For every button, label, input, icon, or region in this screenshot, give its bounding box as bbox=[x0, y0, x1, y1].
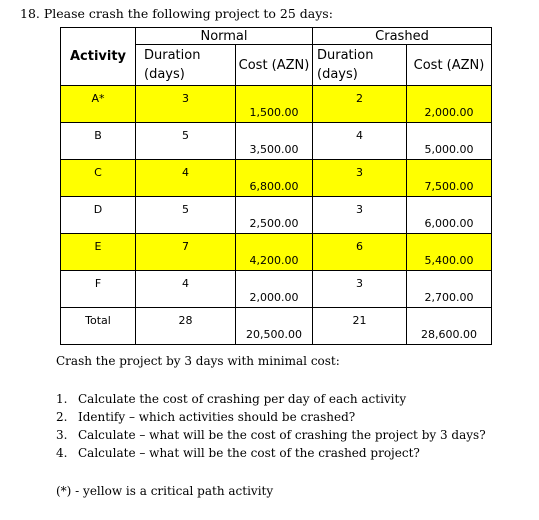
normal-cost-header: Cost (AZN) bbox=[236, 45, 313, 86]
crashed-cost-value: 5,000.00 bbox=[424, 143, 474, 156]
crashed-duration-value: 3 bbox=[356, 277, 363, 290]
crashed-duration-cell bbox=[313, 271, 407, 308]
table-row bbox=[61, 271, 492, 308]
task-text: Calculate – what will be the cost of crashing the project by 3 days? bbox=[78, 428, 486, 442]
task-item bbox=[56, 426, 486, 444]
activity-cell bbox=[61, 160, 136, 197]
normal-duration-cell bbox=[136, 86, 236, 123]
crashed-cost-cell bbox=[407, 86, 492, 123]
crashing-table bbox=[60, 27, 492, 345]
normal-duration-value: 3 bbox=[182, 92, 189, 105]
task-text: Calculate – what will be the cost of the crashed project? bbox=[78, 446, 420, 460]
crashed-cost-value: 2,700.00 bbox=[424, 291, 474, 304]
task-number: 1. bbox=[56, 392, 68, 406]
total-crashed-cost-value: 28,600.00 bbox=[421, 328, 477, 341]
task-item bbox=[56, 408, 486, 426]
crashed-cost-cell bbox=[407, 271, 492, 308]
normal-duration-value: 5 bbox=[182, 203, 189, 216]
task-text: Calculate the cost of crashing per day of each activity bbox=[78, 392, 407, 406]
normal-duration-value: 7 bbox=[182, 240, 189, 253]
task-text: Identify – which activities should be crashed? bbox=[78, 410, 356, 424]
normal-cost-value: 6,800.00 bbox=[249, 180, 299, 193]
task-item bbox=[56, 444, 486, 462]
crashed-cost-header: Cost (AZN) bbox=[407, 45, 492, 86]
normal-duration-cell bbox=[136, 123, 236, 160]
crashed-cost-cell bbox=[407, 197, 492, 234]
activity-value: A* bbox=[91, 92, 105, 105]
activity-cell bbox=[61, 234, 136, 271]
normal-cost-value: 4,200.00 bbox=[249, 254, 299, 267]
total-crashed-duration-value: 21 bbox=[352, 314, 367, 327]
total-normal-duration-cell bbox=[136, 308, 236, 345]
task-list bbox=[56, 390, 486, 462]
normal-cost-value: 1,500.00 bbox=[249, 106, 299, 119]
normal-cost-value: 2,000.00 bbox=[249, 291, 299, 304]
question-title: 18. Please crash the following project to 25 days: bbox=[20, 6, 333, 21]
total-label-cell bbox=[61, 308, 136, 345]
activity-value: E bbox=[94, 240, 102, 253]
task-number: 4. bbox=[56, 446, 68, 460]
total-row bbox=[61, 308, 492, 345]
activity-value: B bbox=[94, 129, 102, 142]
normal-group-header: Normal bbox=[136, 28, 313, 45]
normal-cost-cell bbox=[236, 271, 313, 308]
activity-value: C bbox=[94, 166, 102, 179]
activity-value: F bbox=[94, 277, 102, 290]
normal-cost-value: 2,500.00 bbox=[249, 217, 299, 230]
crashed-duration-cell bbox=[313, 197, 407, 234]
crashed-duration-value: 3 bbox=[356, 166, 363, 179]
normal-duration-cell bbox=[136, 271, 236, 308]
total-normal-duration-value: 28 bbox=[178, 314, 193, 327]
normal-duration-header: Duration (days) bbox=[136, 45, 236, 86]
normal-cost-cell bbox=[236, 234, 313, 271]
normal-duration-value: 5 bbox=[182, 129, 189, 142]
crashed-duration-value: 6 bbox=[356, 240, 363, 253]
task-number: 2. bbox=[56, 410, 68, 424]
table-row bbox=[61, 160, 492, 197]
task-number: 3. bbox=[56, 428, 68, 442]
activity-value: D bbox=[93, 203, 103, 216]
normal-cost-cell bbox=[236, 160, 313, 197]
table-row bbox=[61, 234, 492, 271]
activity-cell bbox=[61, 197, 136, 234]
crashed-duration-value: 3 bbox=[356, 203, 363, 216]
activity-cell bbox=[61, 123, 136, 160]
normal-cost-cell bbox=[236, 123, 313, 160]
total-label-value: Total bbox=[85, 314, 111, 327]
task-item bbox=[56, 390, 486, 408]
crashed-cost-cell bbox=[407, 160, 492, 197]
normal-duration-cell bbox=[136, 197, 236, 234]
crashed-duration-value: 4 bbox=[356, 129, 363, 142]
table-row bbox=[61, 86, 492, 123]
crashed-cost-cell bbox=[407, 234, 492, 271]
crashed-duration-cell bbox=[313, 86, 407, 123]
crashed-cost-cell bbox=[407, 123, 492, 160]
normal-duration-cell bbox=[136, 234, 236, 271]
total-crashed-cost-cell bbox=[407, 308, 492, 345]
total-normal-cost-value: 20,500.00 bbox=[246, 328, 302, 341]
crashed-duration-cell bbox=[313, 160, 407, 197]
activity-header: Activity bbox=[61, 28, 136, 86]
crashed-duration-value: 2 bbox=[356, 92, 363, 105]
table-row bbox=[61, 197, 492, 234]
crashed-cost-value: 5,400.00 bbox=[424, 254, 474, 267]
normal-cost-cell bbox=[236, 86, 313, 123]
activity-cell bbox=[61, 271, 136, 308]
crashed-duration-cell bbox=[313, 123, 407, 160]
crashed-cost-value: 6,000.00 bbox=[424, 217, 474, 230]
instructions-text: Crash the project by 3 days with minimal cost: bbox=[56, 354, 340, 368]
crashed-duration-header: Duration (days) bbox=[313, 45, 407, 86]
normal-duration-value: 4 bbox=[182, 277, 189, 290]
normal-cost-cell bbox=[236, 197, 313, 234]
crashed-duration-cell bbox=[313, 234, 407, 271]
normal-duration-cell bbox=[136, 160, 236, 197]
crashed-cost-value: 2,000.00 bbox=[424, 106, 474, 119]
activity-cell bbox=[61, 86, 136, 123]
crashed-cost-value: 7,500.00 bbox=[424, 180, 474, 193]
normal-duration-value: 4 bbox=[182, 166, 189, 179]
total-normal-cost-cell bbox=[236, 308, 313, 345]
total-crashed-duration-cell bbox=[313, 308, 407, 345]
normal-cost-value: 3,500.00 bbox=[249, 143, 299, 156]
crashed-group-header: Crashed bbox=[313, 28, 492, 45]
table-row bbox=[61, 123, 492, 160]
footnote: (*) - yellow is a critical path activity bbox=[56, 484, 274, 498]
